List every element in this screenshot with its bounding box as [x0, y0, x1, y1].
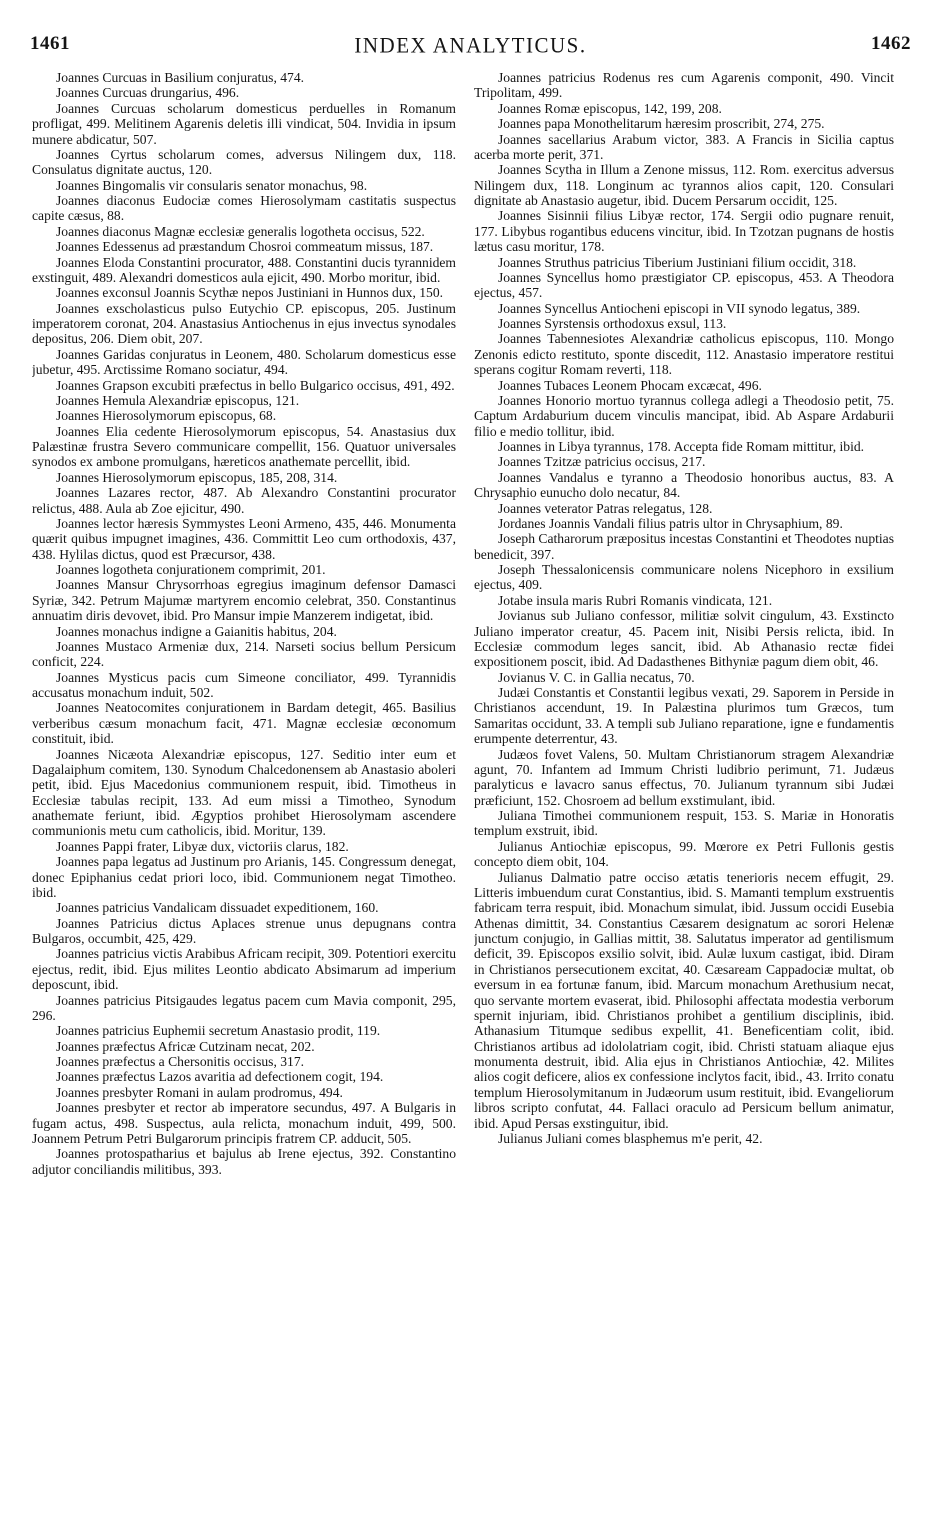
- index-entry: Joannes Hierosolymorum episcopus, 68.: [56, 408, 277, 424]
- index-entry: Joannes patricius Rodenus res cum Agarenis componit, 490. Vincit Tripolitam, 499.: [474, 70, 894, 101]
- index-entry: Joannes Sisinnii filius Libyæ rector, 174. Sergii odio pugnare renuit, 177. Libybus rogantibus educens vincitur, ibid. In Tzotzan pugnans de hostis lætus casu moritur, 178.: [474, 208, 894, 255]
- index-entry: Joannes patricius Euphemii secretum Anastasio prodit, 119.: [56, 1023, 381, 1039]
- index-entry: Joannes Syncellus homo præstigiator CP. episcopus, 453. A Theodora ejectus, 457.: [474, 269, 894, 301]
- index-entry: Joannes veterator Patras relegatus, 128.: [498, 500, 713, 516]
- index-entry: Juliana Timothei communionem respuit, 153. S. Mariæ in Honoratis templum exstruit, ibid.: [474, 808, 894, 839]
- index-entry: Joannes diaconus Magnæ ecclesiæ generalis logotheta occisus, 522.: [56, 223, 425, 239]
- right-column: [474, 70, 894, 1532]
- index-entry: Joannes Cyrtus scholarum comes, adversus Nilingem dux, 118. Consulatus dignitate auctus, 120.: [32, 146, 456, 178]
- index-entry: Joannes Curcuas drungarius, 496.: [56, 85, 240, 101]
- index-entry: Joannes lector hæresis Symmystes Leoni Armeno, 435, 446. Monumenta quærit quibus impugnet imagines, 436. Committit Leo cum orthodoxis, 437, 438. Hylilas dictus, quod est Præcursor, 438.: [32, 515, 456, 562]
- index-entry: Joannes patricius Pitsigaudes legatus pacem cum Mavia componit, 295, 296.: [32, 992, 456, 1023]
- index-entry: Jovianus V. C. in Gallia necatus, 70.: [498, 669, 695, 685]
- index-entry: Jotabe insula maris Rubri Romanis vindicata, 121.: [498, 592, 773, 608]
- index-entry: Joannes Eloda Constantini procurator, 488. Constantini ducis tyrannidem exstinguit, 489. Alexandri domesticos aula ejicit, 490. Morbo moritur, ibid.: [32, 254, 456, 285]
- index-entry: Joannes Scytha in Illum a Zenone missus, 112. Rom. exercitus adversus Nilingem dux, 118. Longinum ac tyrannos alios capit, 120. Consulari dignitate ab Anastasio augetur, ibid. Ducem Persarum occidit, 125.: [474, 162, 894, 208]
- index-entry: Joannes logotheta conjurationem comprimit, 201.: [56, 562, 326, 577]
- page-number-right: 1462: [871, 33, 911, 54]
- index-entry: Joannes sacellarius Arabum victor, 383. A Francis in Sicilia captus acerba morte perit, 371.: [474, 131, 894, 162]
- index-entry: Julianus Antiochiæ episcopus, 99. Mœrore ex Petri Fullonis gestis concepto diem obit, 104.: [474, 838, 894, 870]
- index-entry: Joannes patricius Vandalicam dissuadet expeditionem, 160.: [56, 900, 379, 916]
- index-entry: Jovianus sub Juliano confessor, militiæ solvit cingulum, 43. Exstincto Juliano imperator creatur, 45. Pacem init, Nisibi Persis relicta, ibid. In Ecclesiæ commodum leges sancit, ibid. Ab Athanasio rectæ fidei expositionem poscit, ibid. Ad Dadasthenes Bithyniæ pagum diem obit, 46.: [474, 608, 894, 670]
- index-entry: Joannes Grapson excubiti præfectus in bello Bulgarico occisus, 491, 492.: [56, 377, 455, 393]
- index-entry: Joannes presbyter et rector ab imperatore secundus, 497. A Bulgaris in fugam actus, 498. Suspectus, aula relicta, monachum induit, 499, 500. Joannem Petrum Petri Bulgarorum principis fratrem CP. adducit, 505.: [32, 1100, 456, 1146]
- index-entry: Julianus Dalmatio patre occiso ætatis tenerioris necem effugit, 29. Litteris imbuendum curat Constantius, ibid. S. Mamanti templum exstruentis fabricam terra respuit, ibid. Monachum simulat, ibid. Jussum occidi Eusebia Athenas dimittit, 34. Constantius Cæsarem designatum ac sorori Helenæ junctum conjugio, in Gallias mittit, 38. Salutatus imperator ad gentilismum deficit, 39. Episcopos exsilio solvit, ibid. Aulæ luxum castigat, ibid. Diram in Christianos persecutionem excitat, 40. Cæsaream Cappadociæ multat, ob eversum in ea fortunæ fanum, ibid. Marcum monachum Arethusium necat, quo servante mortem evaserat, ibid. Philosophi affectata modestia verborum spernit injuriam, ibid. Christianos prohibet a gentilium disciplinis, ibid. Athanasium Titumque sedibus expellit, 41. Beneficentiam colit, ibid. Christianos artibus ad idololatriam cogit, ibid. Christi statuam aliaque ejus monumenta destruit, ibid. Alia ejus in Christianos Antiochiæ, 42. Milites alios cogit deficere, alios ex confessione inclytos facit, ibid., 43. Irrito conatu templum Hierosolymitanum in Judæorum usum restituit, ibid. Evangeliorum libros scripto confutat, 44. Fallaci oraculo ad Persicum bellum animatur, ibid. Apud Persas exstinguitur, ibid.: [474, 869, 894, 1131]
- index-entry: Joannes protospatharius et bajulus ab Irene ejectus, 392. Constantino adjutor conciliandis militibus, 393.: [32, 1146, 456, 1177]
- index-entry: Joannes exscholasticus pulso Eutychio CP. episcopus, 205. Justinum imperatorem coronat, 204. Anastasius Antiochenus in ejus invectus synodales depositus, 206. Diem obit, 207.: [32, 300, 456, 347]
- index-entry: Joannes Edessenus ad præstandum Chosroi commeatum missus, 187.: [56, 239, 434, 255]
- index-entry: Judæi Constantis et Constantii legibus vexati, 29. Saporem in Perside in Christianos accendunt, 19. In Palæstina plurimos tum Græcos, tum Samaritas occidunt, 33. A templi sub Juliano reparatione, igne e fundamentis erumpente deterrentur, 43.: [474, 685, 894, 747]
- page-header: [30, 33, 911, 63]
- index-entry: Joannes Pappi frater, Libyæ dux, victoriis clarus, 182.: [56, 838, 349, 854]
- index-entry: Joannes Tubaces Leonem Phocam excæcat, 496.: [498, 377, 762, 393]
- index-entry: Joannes præfectus Africæ Cutzinam necat, 202.: [56, 1038, 315, 1054]
- index-entry: Joannes Elia cedente Hierosolymorum episcopus, 54. Anastasius dux Palæstinæ frustra Severo communicare compellit, 156. Quatuor universales synodos ex ambone promulgans, hæreticos anathemate percellit, ibid.: [32, 423, 456, 470]
- index-entry: Julianus Juliani comes blasphemus m'e perit, 42.: [498, 1130, 763, 1146]
- index-entry: Joannes diaconus Eudociæ comes Hierosolymam castitatis suspectus capite cæsus, 88.: [32, 193, 456, 224]
- index-entry: Joannes Lazares rector, 487. Ab Alexandro Constantini procurator relictus, 488. Aula ab Zoe ejicitur, 490.: [32, 485, 456, 516]
- index-entry: Joannes Curcuas in Basilium conjuratus, 474.: [56, 70, 305, 85]
- index-entry: Joannes Hemula Alexandriæ episcopus, 121.: [56, 392, 300, 408]
- index-entry: Joannes Nicæota Alexandriæ episcopus, 127. Seditio inter eum et Dagalaiphum comitem, 130. Synodum Chalcedonensem ab Anastasio aboleri petit, ibid. Ejus Macedonius communionem respuit, ibid. Timotheus in Ecclesiæ tabulas recipit, 133. Ad eum missi a Timotheo, Synodum anathemate feriunt, ibid. Ægyptios prohibet Hierosolymam ascendere communionis metu cum catholicis, ibid. Moritur, 139.: [32, 746, 456, 839]
- index-entry: Joannes Garidas conjuratus in Leonem, 480. Scholarum domesticus esse jubetur, 495. Arctissime Romano sociatur, 494.: [32, 346, 456, 378]
- index-entry: Joannes Mysticus pacis cum Simeone conciliator, 499. Tyrannidis accusatus monachum induit, 502.: [32, 669, 456, 700]
- index-entry: Joannes Romæ episcopus, 142, 199, 208.: [498, 100, 722, 116]
- index-entry: Joannes Syncellus Antiocheni episcopi in VII synodo legatus, 389.: [498, 300, 861, 316]
- index-entry: Joannes papa legatus ad Justinum pro Arianis, 145. Congressum denegat, donec Epiphanius cedat priori loco, ibid. Communionem negat Timotheo. ibid.: [32, 854, 456, 900]
- index-entry: Joannes Syrstensis orthodoxus exsul, 113.: [498, 316, 727, 331]
- index-entry: Joannes Mustaco Armeniæ dux, 214. Narseti socius bellum Persicum conficit, 224.: [32, 638, 456, 670]
- index-entry: Joannes Mansur Chrysorrhoas egregius imaginum defensor Damasci Syriæ, 342. Petrum Majumæ martyrem encomio celebrat, 350. Constantinus annuatim diris devovet, ibid. Pro Mansur impie Manzerem indigetat, ibid.: [32, 577, 456, 624]
- index-entry: Joannes Patricius dictus Aplaces strenue unus depugnans contra Bulgaros, occumbit, 425, 429.: [32, 915, 456, 946]
- index-entry: Joannes præfectus Lazos avaritia ad defectionem cogit, 194.: [56, 1069, 384, 1085]
- index-entry: Judæos fovet Valens, 50. Multam Christianorum stragem Alexandriæ agunt, 70. Infantem ad Immum Christi ludibrio perimunt, 71. Judæus paralyticus e lavacro sanus effectus, 70. Julianum tyrannum sibi Judæi præficiunt, 152. Chosroem ad bellum exstimulant, ibid.: [474, 746, 894, 808]
- index-entry: Joseph Catharorum præpositus incestas Constantini et Theodotes nuptias benedicit, 397.: [474, 531, 894, 562]
- index-entry: Joannes Hierosolymorum episcopus, 185, 208, 314.: [56, 469, 338, 485]
- index-entry: Joannes Tzitzæ patricius occisus, 217.: [498, 454, 706, 470]
- index-entry: Joannes in Libya tyrannus, 178. Accepta fide Romam mittitur, ibid.: [498, 439, 865, 454]
- index-entry: Joannes præfectus a Chersonitis occisus, 317.: [56, 1054, 305, 1069]
- index-entry: Joannes papa Monothelitarum hæresim proscribit, 274, 275.: [498, 116, 825, 132]
- page-number-left: 1461: [30, 33, 70, 54]
- index-entry: Joannes Honorio mortuo tyrannus collega adlegi a Theodosio petit, 75. Captum Ardaburium ducem vinculis mancipat, ibid. Ab Aspare Ardaburii filio e medio tollitur, ibid.: [474, 392, 894, 439]
- page-title: INDEX ANALYTICUS.: [354, 32, 587, 58]
- index-entry: Joseph Thessalonicensis communicare nolens Nicephoro in exsilium ejectus, 409.: [474, 562, 894, 593]
- index-entry: Jordanes Joannis Vandali filius patris ultor in Chrysaphium, 89.: [498, 515, 843, 531]
- index-entry: Joannes patricius victis Arabibus Africam recipit, 309. Potentiori exercitu ejectus, redit, ibid. Ejus milites Leontio abdicato Absimarum ad imperium deposcunt, ibid.: [32, 946, 456, 993]
- index-entry: Joannes Curcuas scholarum domesticus perduelles in Romanum profligat, 499. Melitinem Agarenis deletis illi vindicat, 504. Invidia in ipsum munere abdicatur, 507.: [32, 100, 456, 147]
- index-entry: Joannes monachus indigne a Gaianitis habitus, 204.: [56, 623, 337, 639]
- index-entry: Joannes Bingomalis vir consularis senator monachus, 98.: [56, 177, 368, 193]
- index-entry: Joannes Neatocomites conjurationem in Bardam detegit, 465. Basilius verberibus cæsum monachum facit, 471. Magnæ ecclesiæ œconomum constituit, ibid.: [32, 700, 456, 747]
- index-entry: Joannes Struthus patricius Tiberium Justiniani filium occidit, 318.: [498, 254, 857, 270]
- index-entry: Joannes exconsul Joannis Scythæ nepos Justiniani in Hunnos dux, 150.: [56, 285, 444, 301]
- index-entry: Joannes Vandalus e tyranno a Theodosio honoribus auctus, 83. A Chrysaphio eunucho dolo necatur, 84.: [474, 469, 894, 501]
- index-entry: Joannes Tabennesiotes Alexandriæ catholicus episcopus, 110. Mongo Zenonis edicto restituto, sponte discedit, 112. Anastasio imperatore restitui sperans cogitur Romam reverti, 118.: [474, 331, 894, 378]
- left-column: [32, 70, 456, 1532]
- index-entry: Joannes presbyter Romani in aulam prodromus, 494.: [56, 1084, 343, 1100]
